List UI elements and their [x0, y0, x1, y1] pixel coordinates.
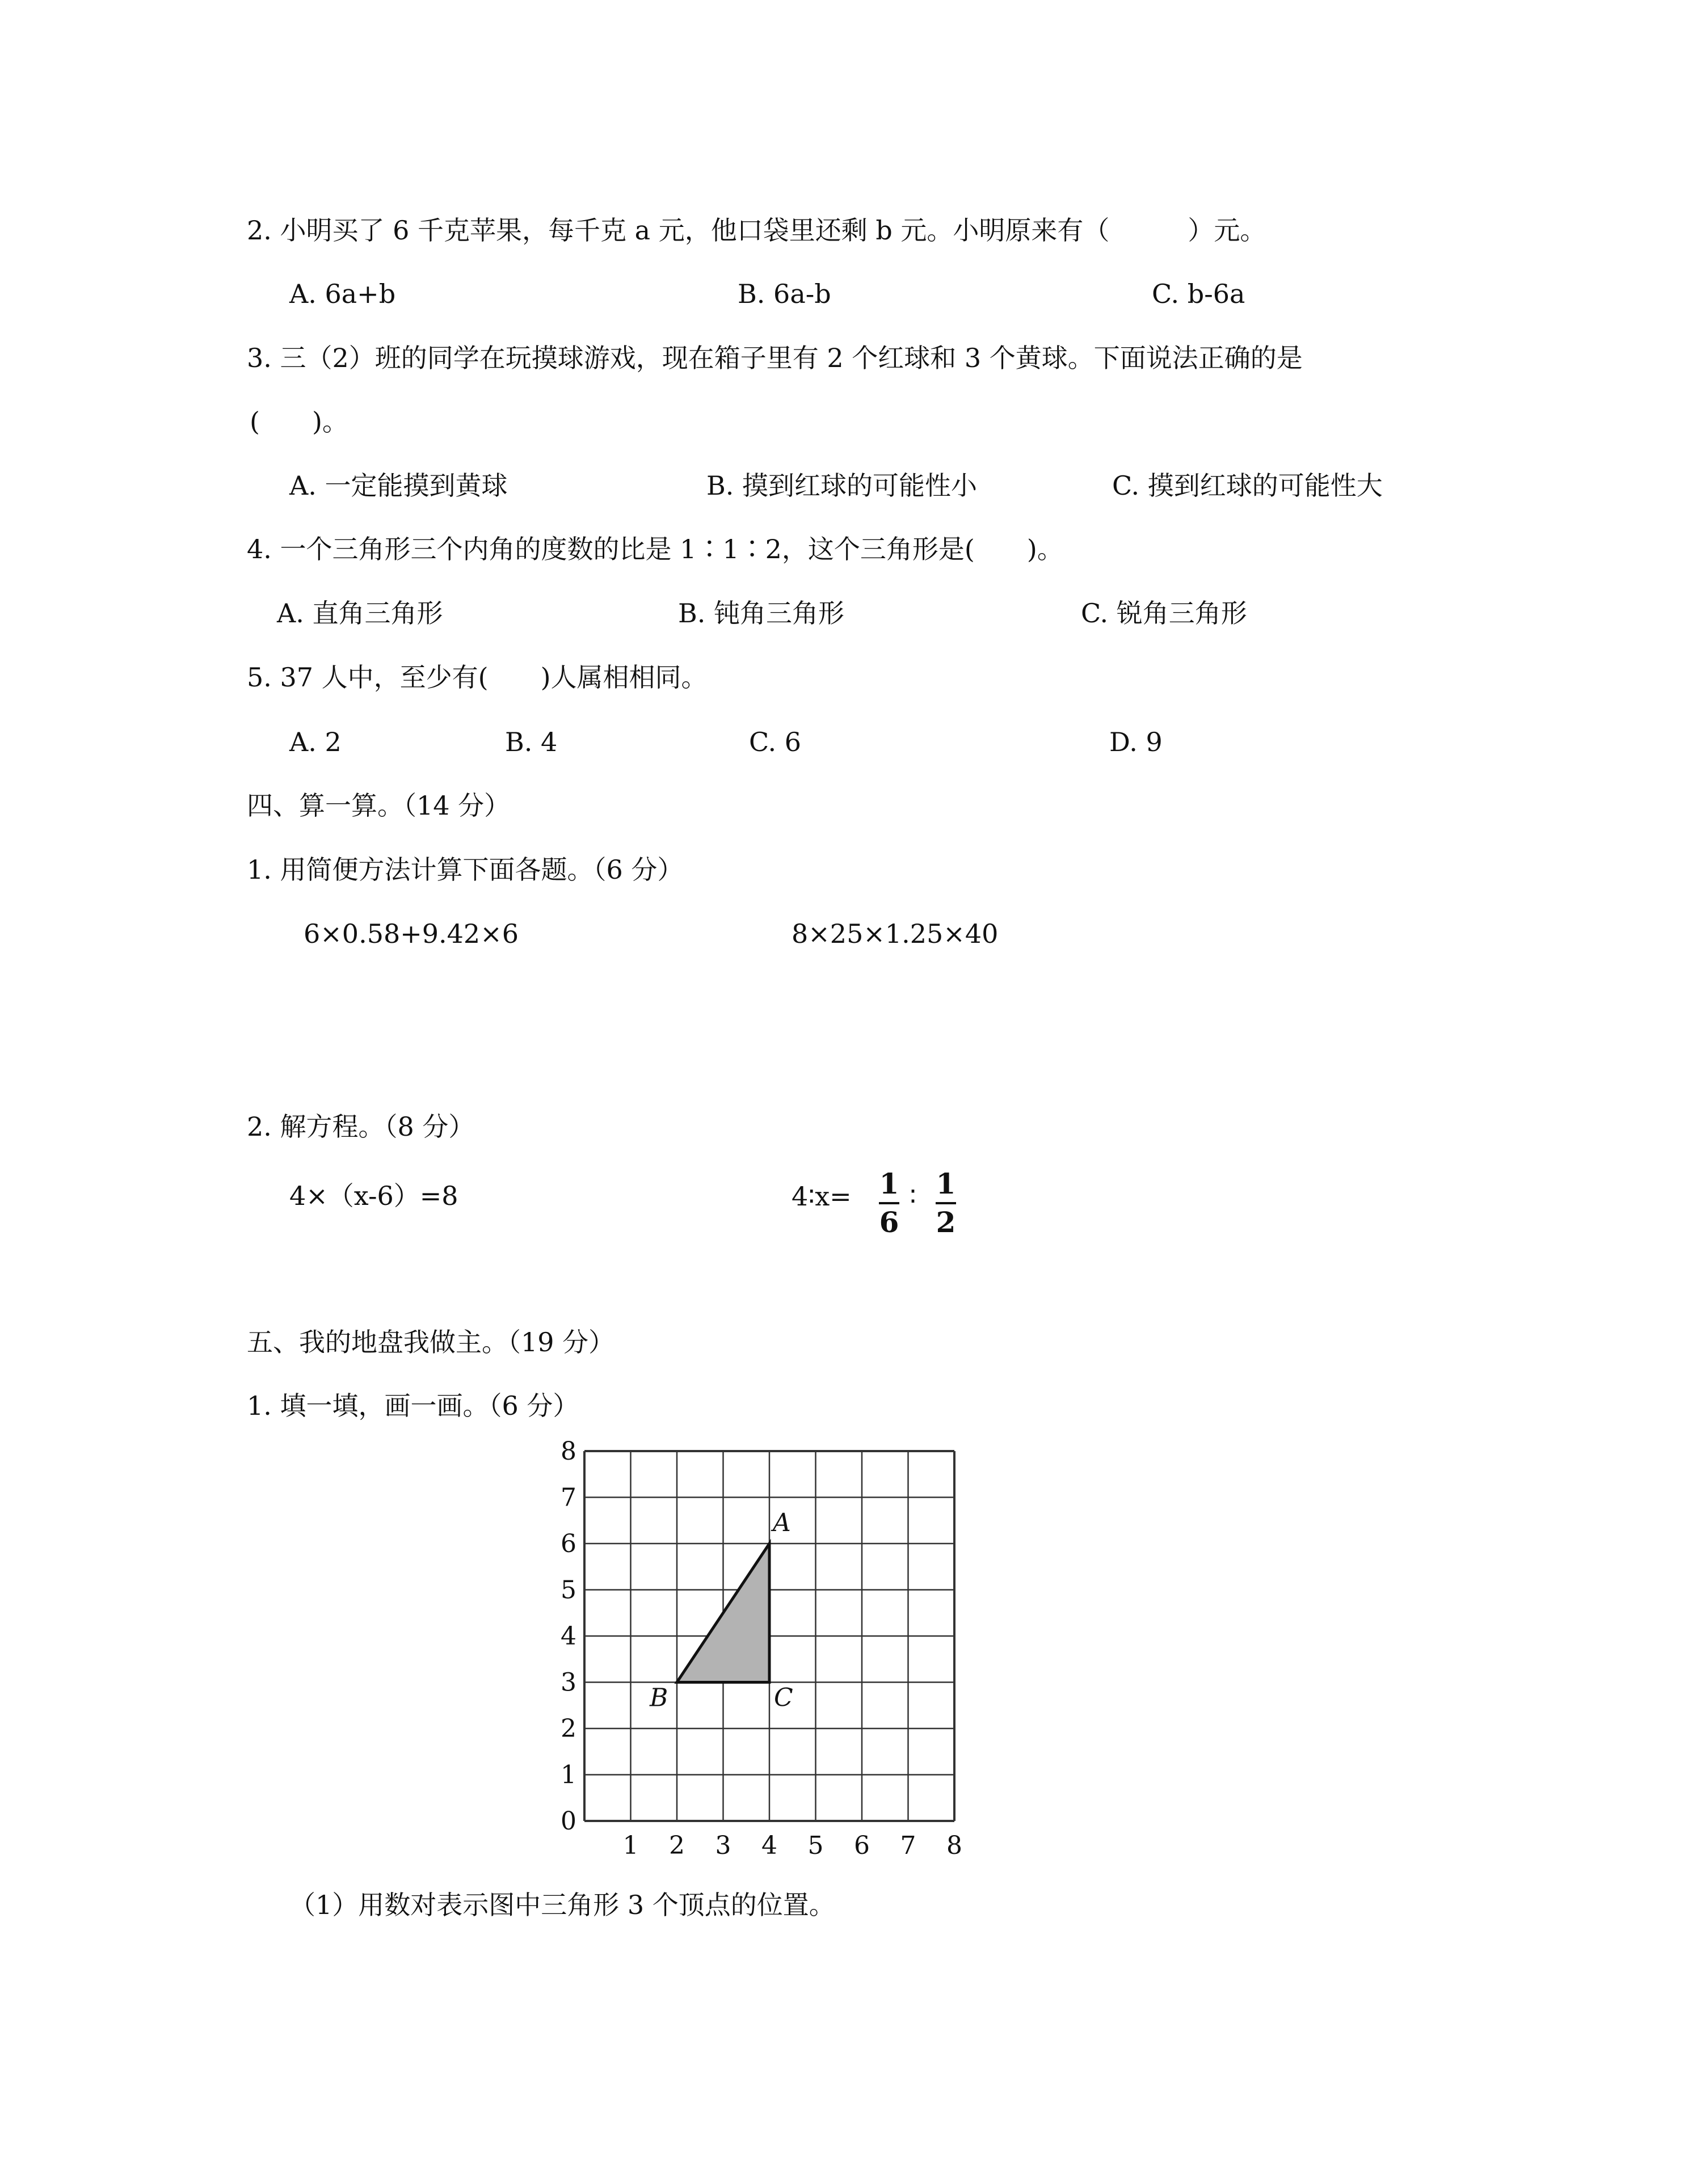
y-tick-label: 0 — [561, 1807, 576, 1836]
x-tick-label: 8 — [946, 1831, 962, 1855]
q5-option-b: B. 4 — [505, 727, 558, 757]
x-axis-tick-labels — [623, 1831, 963, 1855]
equation-2 — [792, 1166, 973, 1245]
equation-2-colon: ∶ — [910, 1181, 916, 1212]
section5-title: 五、我的地盘我做主。（19 分） — [247, 1327, 615, 1357]
q5-stem: 5. 37 人中，至少有( )人属相相同。 — [247, 662, 708, 693]
y-tick-label: 8 — [561, 1437, 576, 1466]
fraction-numerator: 1 — [936, 1167, 956, 1200]
y-tick-label: 4 — [561, 1622, 576, 1651]
y-tick-label: 2 — [561, 1714, 576, 1743]
y-tick-label: 6 — [561, 1529, 576, 1558]
q2-option-a: A. 6a+b — [289, 279, 396, 309]
fraction-bar — [879, 1202, 899, 1204]
coordinate-grid — [545, 1430, 976, 1855]
x-tick-label: 2 — [669, 1831, 685, 1855]
q4-option-a: A. 直角三角形 — [277, 598, 443, 629]
x-tick-label: 7 — [900, 1831, 916, 1855]
q4-option-b: B. 钝角三角形 — [678, 598, 845, 629]
x-tick-label: 3 — [715, 1831, 731, 1855]
fraction-1-6 — [877, 1166, 902, 1239]
equation-2-prefix: 4∶x= — [792, 1181, 852, 1212]
coordinate-grid-svg — [545, 1430, 976, 1855]
y-tick-label: 1 — [561, 1760, 576, 1790]
vertex-label-a: A — [773, 1508, 791, 1537]
q2-option-b: B. 6a-b — [738, 279, 831, 309]
y-axis-tick-labels — [561, 1437, 576, 1836]
section5-part1: （1）用数对表示图中三角形 3 个顶点的位置。 — [289, 1890, 835, 1920]
fraction-numerator: 1 — [879, 1167, 899, 1200]
equation-1: 4×（x-6）=8 — [289, 1180, 458, 1211]
section4-title: 四、算一算。（14 分） — [247, 790, 511, 821]
fraction-denominator: 2 — [936, 1205, 956, 1239]
x-tick-label: 1 — [622, 1831, 639, 1855]
q2-stem: 2. 小明买了 6 千克苹果，每千克 a 元，他口袋里还剩 b 元。小明原来有（ ）元。 — [247, 215, 1266, 246]
q5-option-d: D. 9 — [1109, 727, 1163, 757]
x-tick-label: 4 — [761, 1831, 777, 1855]
q3-option-c: C. 摸到红球的可能性大 — [1112, 470, 1383, 501]
q2-option-c: C. b-6a — [1152, 279, 1245, 309]
q5-option-c: C. 6 — [749, 727, 802, 757]
x-tick-label: 5 — [807, 1831, 824, 1855]
section4-sub1: 1. 用简便方法计算下面各题。（6 分） — [247, 854, 684, 885]
y-tick-label: 3 — [561, 1668, 576, 1697]
expression-1: 6×0.58+9.42×6 — [304, 918, 519, 949]
section5-sub1: 1. 填一填，画一画。（6 分） — [247, 1390, 579, 1421]
q4-option-c: C. 锐角三角形 — [1081, 598, 1247, 629]
fraction-bar — [936, 1202, 956, 1204]
expression-2: 8×25×1.25×40 — [792, 918, 999, 949]
section4-sub2: 2. 解方程。（8 分） — [247, 1111, 475, 1142]
vertex-label-c: C — [774, 1683, 793, 1713]
y-tick-label: 5 — [561, 1575, 576, 1605]
x-tick-label: 6 — [854, 1831, 870, 1855]
q3-option-a: A. 一定能摸到黄球 — [289, 470, 508, 501]
vertex-label-b: B — [650, 1683, 668, 1713]
q3-option-b: B. 摸到红球的可能性小 — [706, 470, 978, 501]
y-tick-label: 7 — [561, 1483, 576, 1512]
q5-option-a: A. 2 — [289, 727, 342, 757]
q3-stem-line2: ( )。 — [250, 406, 348, 437]
q4-stem: 4. 一个三角形三个内角的度数的比是 1∶1∶2，这个三角形是( )。 — [247, 534, 1063, 564]
q3-stem-line1: 3. 三（2）班的同学在玩摸球游戏，现在箱子里有 2 个红球和 3 个黄球。下面说法正确的是 — [247, 343, 1303, 373]
fraction-denominator: 6 — [879, 1205, 899, 1239]
fraction-1-2 — [933, 1166, 958, 1239]
